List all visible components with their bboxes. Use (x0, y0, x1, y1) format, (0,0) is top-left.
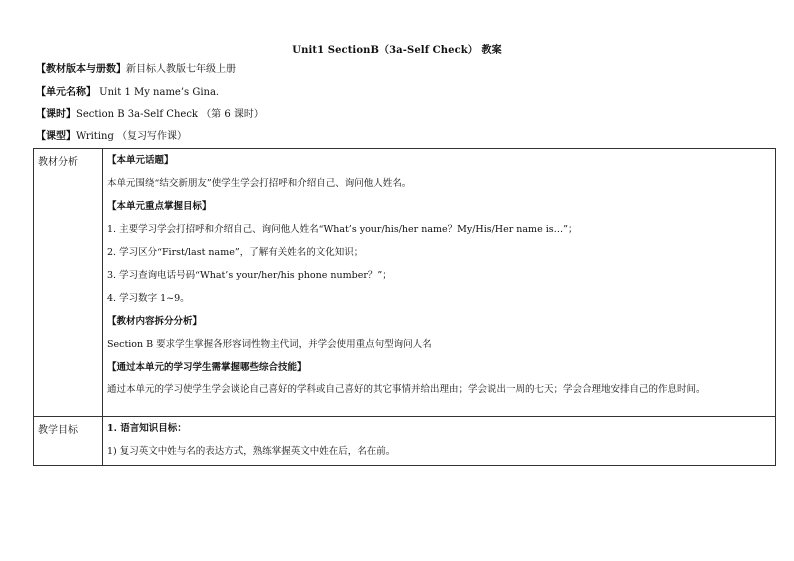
row-label: 教材分析 (34, 149, 103, 417)
meta-label: 【课时】 (36, 109, 76, 120)
table-row (34, 417, 776, 466)
goal-item: 3. 学习查询电话号码“What’s your/her/his phone number？”； (107, 270, 392, 281)
topic-text: 本单元围绕“结交新朋友”使学生学会打招呼和介绍自己、询问他人姓名。 (107, 178, 412, 189)
meta-label: 【教材版本与册数】 (36, 64, 126, 75)
meta-value: 新目标人教版七年级上册 (126, 64, 236, 75)
split-text: Section B 要求学生掌握各形容词性物主代词，并学会使用重点句型询问人名 (107, 339, 432, 350)
meta-lesson-type (36, 130, 187, 143)
topic-heading: 【本单元话题】 (107, 155, 174, 166)
doc-title: Unit1 SectionB（3a-Self Check） 教案 (292, 45, 502, 56)
row-label: 教学目标 (34, 417, 103, 466)
row-content (103, 417, 776, 466)
lesson-table (33, 148, 776, 466)
meta-label: 【课型】 (36, 131, 76, 142)
table-row (34, 149, 776, 417)
skills-text: 通过本单元的学习使学生学会谈论自己喜好的学科或自己喜好的其它事情并给出理由；学会说出一周的七天；学会合理地安排自己的作息时间。 (107, 384, 706, 395)
meta-period (36, 108, 264, 121)
meta-label: 【单元名称】 (36, 87, 96, 98)
goal-item: 1. 主要学习学会打招呼和介绍自己、询问他人姓名“What’s your/his/her name？My/His/Her name is…”； (107, 224, 578, 235)
row-content (103, 149, 776, 417)
goals-heading: 【本单元重点掌握目标】 (107, 201, 212, 212)
meta-unit (36, 86, 219, 99)
meta-textbook (36, 63, 236, 76)
meta-value: Unit 1 My name’s Gina. (96, 87, 220, 98)
meta-value: Section B 3a-Self Check （第 6 课时） (76, 109, 264, 120)
skills-heading: 【通过本单元的学习学生需掌握哪些综合技能】 (107, 362, 307, 373)
objective-heading: 1. 语言知识目标： (107, 423, 187, 434)
goal-item: 4. 学习数字 1~9。 (107, 293, 190, 304)
split-heading: 【教材内容拆分分析】 (107, 316, 203, 327)
goal-item: 2. 学习区分“First/last name”，了解有关姓名的文化知识； (107, 247, 364, 258)
meta-value: Writing （复习写作课） (76, 131, 188, 142)
objective-item: 1) 复习英文中姓与名的表达方式，熟练掌握英文中姓在后，名在前。 (107, 446, 396, 457)
